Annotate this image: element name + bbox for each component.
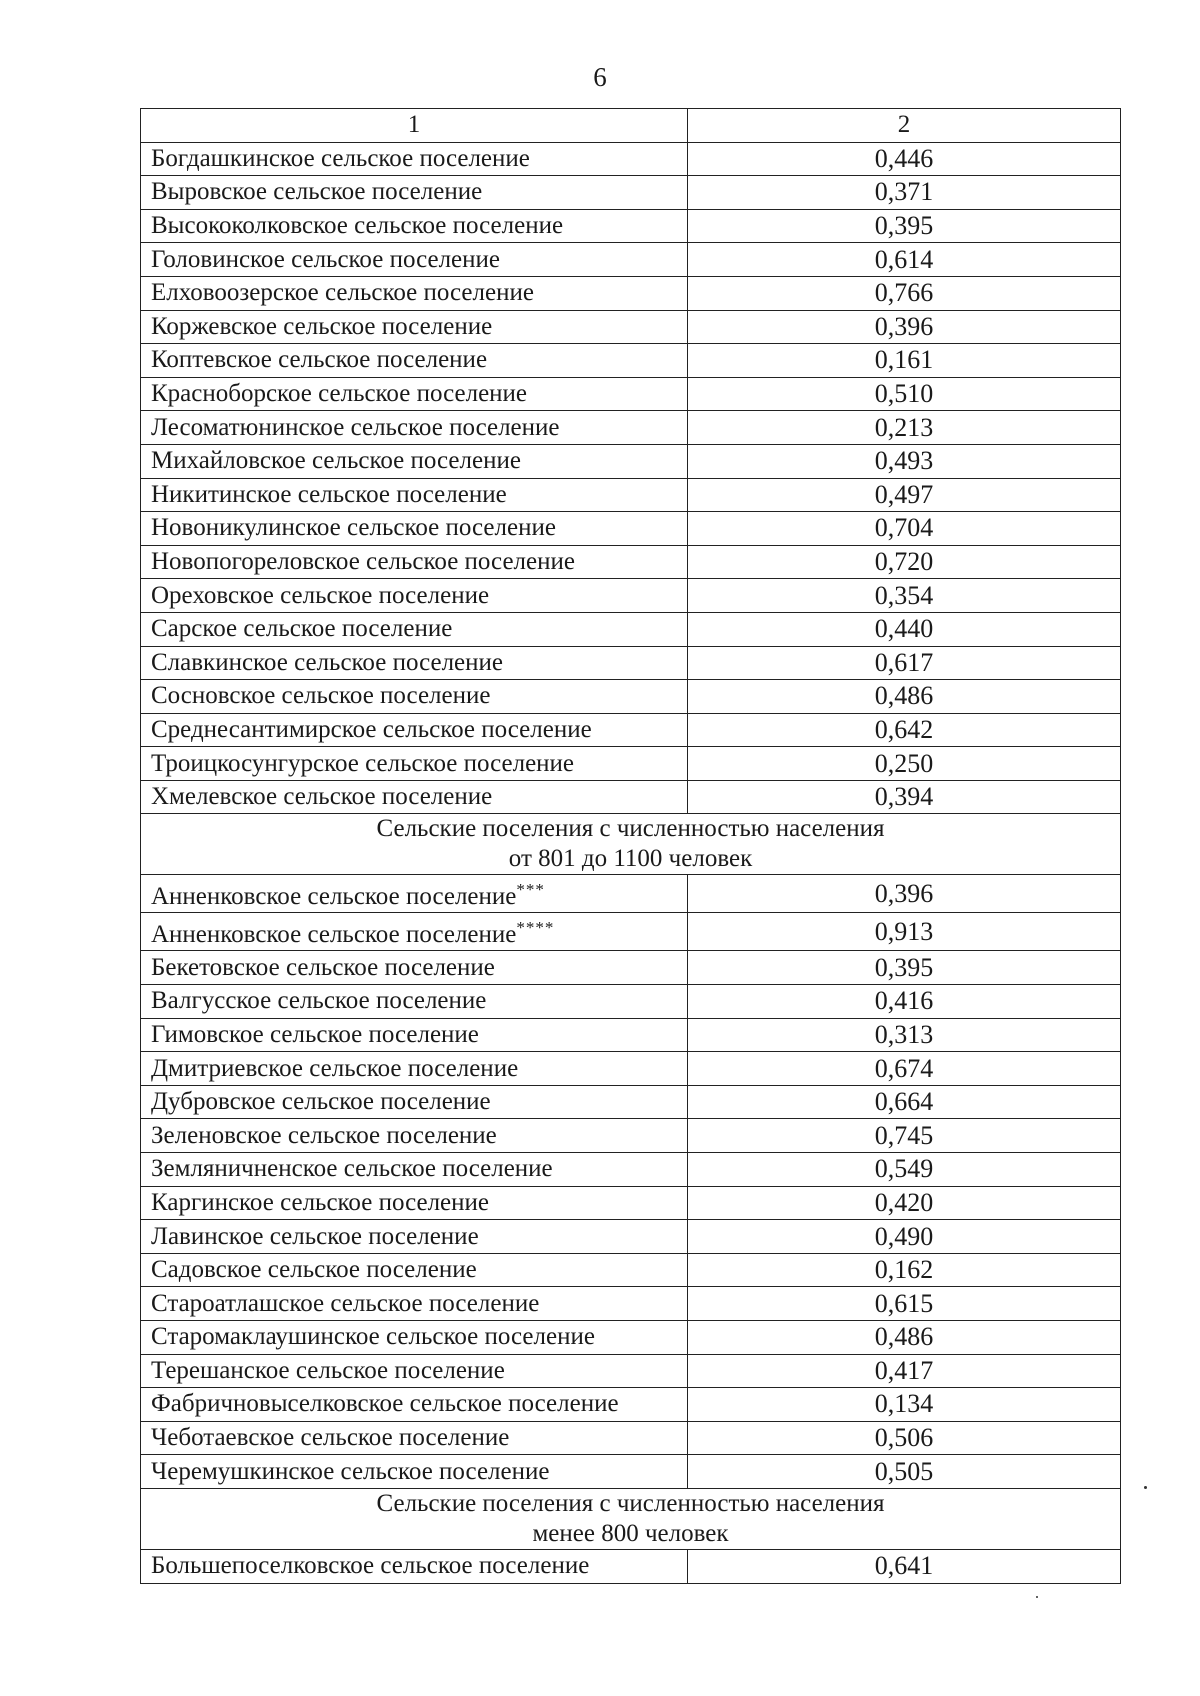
group1-body [141, 142, 1121, 814]
settlement-name: Выровское сельское поселение [151, 178, 483, 206]
settlement-name: Михайловское сельское поселение [151, 447, 521, 475]
coefficient-value: 0,614 [688, 243, 1121, 277]
group2-body [141, 875, 1121, 1489]
coefficient-value: 0,720 [688, 545, 1121, 579]
coefficient-value: 0,641 [688, 1549, 1121, 1583]
table-row [141, 1421, 1121, 1455]
settlement-name: Черемушкинское сельское поселение [151, 1457, 550, 1485]
settlement-name: Ореховское сельское поселение [151, 581, 490, 609]
section-header-row [141, 1488, 1121, 1549]
table-row [141, 680, 1121, 714]
settlement-name-cell [141, 875, 688, 913]
settlement-name: Садовское сельское поселение [151, 1256, 477, 1284]
settlement-name-cell [141, 478, 688, 512]
settlement-name-cell [141, 1253, 688, 1287]
coefficients-table [140, 108, 1121, 1584]
settlement-name: Троицкосунгурское сельское поселение [151, 749, 575, 777]
coefficient-value: 0,617 [688, 646, 1121, 680]
coefficient-value: 0,486 [688, 680, 1121, 714]
settlement-name-cell [141, 444, 688, 478]
coefficient-value: 0,354 [688, 579, 1121, 613]
coefficient-value: 0,162 [688, 1253, 1121, 1287]
table-row [141, 411, 1121, 445]
settlement-name: Анненковское сельское поселение [151, 883, 517, 911]
section-title-line1: Сельские поселения с численностью населения [376, 815, 885, 843]
settlement-name: Валгусское сельское поселение [151, 987, 487, 1015]
settlement-name-cell [141, 1321, 688, 1355]
settlement-name: Елховоозерское сельское поселение [151, 279, 534, 307]
column-header-2: 2 [688, 109, 1121, 143]
settlement-name-cell [141, 209, 688, 243]
table-row [141, 1253, 1121, 1287]
settlement-name-cell [141, 1220, 688, 1254]
table-row [141, 1220, 1121, 1254]
table-row [141, 780, 1121, 814]
coefficient-value: 0,486 [688, 1321, 1121, 1355]
table-row [141, 1549, 1121, 1583]
settlement-name: Анненковское сельское поселение [151, 921, 517, 949]
table-row [141, 1388, 1121, 1422]
settlement-name-cell [141, 1354, 688, 1388]
table-row [141, 142, 1121, 176]
table-row [141, 478, 1121, 512]
footnote-marker: **** [516, 918, 555, 938]
settlement-name: Славкинское сельское поселение [151, 648, 504, 676]
coefficient-value: 0,745 [688, 1119, 1121, 1153]
settlement-name: Старомаклаушинское сельское поселение [151, 1323, 595, 1351]
settlement-name-cell [141, 612, 688, 646]
settlement-name-cell [141, 1287, 688, 1321]
table-row [141, 875, 1121, 913]
settlement-name-cell [141, 276, 688, 310]
settlement-name-cell [141, 1052, 688, 1086]
settlement-name: Чеботаевское сельское поселение [151, 1424, 510, 1452]
section2-body [141, 814, 1121, 875]
coefficient-value: 0,395 [688, 209, 1121, 243]
coefficient-value: 0,420 [688, 1186, 1121, 1220]
table-row [141, 545, 1121, 579]
coefficient-value: 0,704 [688, 512, 1121, 546]
coefficient-value: 0,313 [688, 1018, 1121, 1052]
table-row [141, 646, 1121, 680]
settlement-name-cell [141, 747, 688, 781]
section-title-line1: Сельские поселения с численностью населения [376, 1489, 885, 1517]
coefficient-value: 0,396 [688, 875, 1121, 913]
coefficient-value: 0,510 [688, 377, 1121, 411]
coefficient-value: 0,250 [688, 747, 1121, 781]
settlement-name-cell [141, 545, 688, 579]
settlement-name: Никитинское сельское поселение [151, 480, 507, 508]
table-row [141, 612, 1121, 646]
settlement-name: Большепоселковское сельское поселение [151, 1552, 590, 1580]
scan-speck [1144, 1486, 1147, 1489]
coefficient-value: 0,497 [688, 478, 1121, 512]
table-row [141, 1455, 1121, 1489]
settlement-name-cell [141, 913, 688, 951]
coefficient-value: 0,134 [688, 1388, 1121, 1422]
coefficient-value: 0,395 [688, 951, 1121, 985]
settlement-name-cell [141, 512, 688, 546]
coefficient-value: 0,766 [688, 276, 1121, 310]
settlement-name-cell [141, 713, 688, 747]
settlement-name-cell [141, 646, 688, 680]
section-title-line2: от 801 до 1100 человек [508, 845, 753, 873]
table-row [141, 276, 1121, 310]
settlement-name: Бекетовское сельское поселение [151, 953, 495, 981]
table-row [141, 444, 1121, 478]
settlement-name-cell [141, 1549, 688, 1583]
coefficient-value: 0,161 [688, 344, 1121, 378]
coefficient-value: 0,913 [688, 913, 1121, 951]
table-row [141, 512, 1121, 546]
settlement-name-cell [141, 985, 688, 1019]
coefficient-value: 0,674 [688, 1052, 1121, 1086]
coefficient-value: 0,490 [688, 1220, 1121, 1254]
settlement-name-cell [141, 243, 688, 277]
table-row [141, 1052, 1121, 1086]
settlement-name-cell [141, 951, 688, 985]
settlement-name-cell [141, 1085, 688, 1119]
settlement-name-cell [141, 142, 688, 176]
table-row [141, 1085, 1121, 1119]
settlement-name-cell [141, 1455, 688, 1489]
table-row [141, 913, 1121, 951]
section-header-row [141, 814, 1121, 875]
settlement-name-cell [141, 377, 688, 411]
table-row [141, 1018, 1121, 1052]
coefficient-value: 0,440 [688, 612, 1121, 646]
settlement-name: Лесоматюнинское сельское поселение [151, 413, 560, 441]
settlement-name: Фабричновыселковское сельское поселение [151, 1390, 619, 1418]
coefficient-value: 0,505 [688, 1455, 1121, 1489]
table-header-row [141, 109, 1121, 143]
coefficient-value: 0,417 [688, 1354, 1121, 1388]
coefficient-value: 0,493 [688, 444, 1121, 478]
settlement-name: Земляничненское сельское поселение [151, 1155, 553, 1183]
settlement-name: Сарское сельское поселение [151, 615, 453, 643]
settlement-name-cell [141, 1421, 688, 1455]
settlement-name: Среднесантимирское сельское поселение [151, 715, 592, 743]
settlement-name: Высококолковское сельское поселение [151, 212, 564, 240]
settlement-name: Новоникулинское сельское поселение [151, 514, 556, 542]
settlement-name-cell [141, 1388, 688, 1422]
table-row [141, 1186, 1121, 1220]
settlement-name-cell [141, 780, 688, 814]
coefficient-value: 0,549 [688, 1153, 1121, 1187]
settlement-name: Хмелевское сельское поселение [151, 783, 493, 811]
coefficient-value: 0,213 [688, 411, 1121, 445]
coefficient-value: 0,416 [688, 985, 1121, 1019]
coefficient-value: 0,446 [688, 142, 1121, 176]
settlement-name-cell [141, 1186, 688, 1220]
settlement-name: Коптевское сельское поселение [151, 346, 488, 374]
table-row [141, 579, 1121, 613]
table-row [141, 344, 1121, 378]
settlement-name-cell [141, 680, 688, 714]
coefficient-value: 0,664 [688, 1085, 1121, 1119]
table-row [141, 1153, 1121, 1187]
settlement-name: Новопогореловское сельское поселение [151, 548, 575, 576]
table-row [141, 310, 1121, 344]
scan-speck [1036, 1596, 1038, 1598]
settlement-name: Дмитриевское сельское поселение [151, 1054, 519, 1082]
section3-body [141, 1488, 1121, 1549]
settlement-name-cell [141, 176, 688, 210]
table-row [141, 713, 1121, 747]
settlement-name-cell [141, 1153, 688, 1187]
coefficient-value: 0,394 [688, 780, 1121, 814]
section-header-under-800 [141, 1488, 1121, 1549]
page-number: 6 [593, 62, 607, 92]
table-row [141, 1321, 1121, 1355]
coefficient-value: 0,615 [688, 1287, 1121, 1321]
settlement-name: Зеленовское сельское поселение [151, 1121, 497, 1149]
table-row [141, 951, 1121, 985]
settlement-name: Дубровское сельское поселение [151, 1088, 491, 1116]
group3-body [141, 1549, 1121, 1583]
settlement-name: Гимовское сельское поселение [151, 1020, 479, 1048]
settlement-name-cell [141, 411, 688, 445]
column-header-1: 1 [141, 109, 688, 143]
table-row [141, 176, 1121, 210]
coefficient-value: 0,506 [688, 1421, 1121, 1455]
settlement-name-cell [141, 579, 688, 613]
table-row [141, 209, 1121, 243]
table-row [141, 1119, 1121, 1153]
settlement-name: Терешанское сельское поселение [151, 1356, 505, 1384]
settlement-name: Красноборское сельское поселение [151, 380, 528, 408]
table-row [141, 985, 1121, 1019]
table-row [141, 1354, 1121, 1388]
settlement-name: Староатлашское сельское поселение [151, 1289, 540, 1317]
coefficient-value: 0,396 [688, 310, 1121, 344]
settlement-name-cell [141, 1119, 688, 1153]
table-row [141, 1287, 1121, 1321]
table-row [141, 377, 1121, 411]
section-header-801-1100 [141, 814, 1121, 875]
settlement-name-cell [141, 1018, 688, 1052]
coefficient-value: 0,371 [688, 176, 1121, 210]
table-row [141, 747, 1121, 781]
settlement-name: Лавинское сельское поселение [151, 1222, 479, 1250]
table-row [141, 243, 1121, 277]
settlement-name-cell [141, 310, 688, 344]
settlement-name: Головинское сельское поселение [151, 245, 501, 273]
settlement-name: Сосновское сельское поселение [151, 682, 491, 710]
settlement-name: Каргинское сельское поселение [151, 1188, 490, 1216]
section-title-line2: менее 800 человек [532, 1519, 729, 1547]
settlement-name: Коржевское сельское поселение [151, 312, 493, 340]
footnote-marker: *** [516, 880, 545, 900]
settlement-name: Богдашкинское сельское поселение [151, 144, 530, 172]
settlement-name-cell [141, 344, 688, 378]
coefficient-value: 0,642 [688, 713, 1121, 747]
